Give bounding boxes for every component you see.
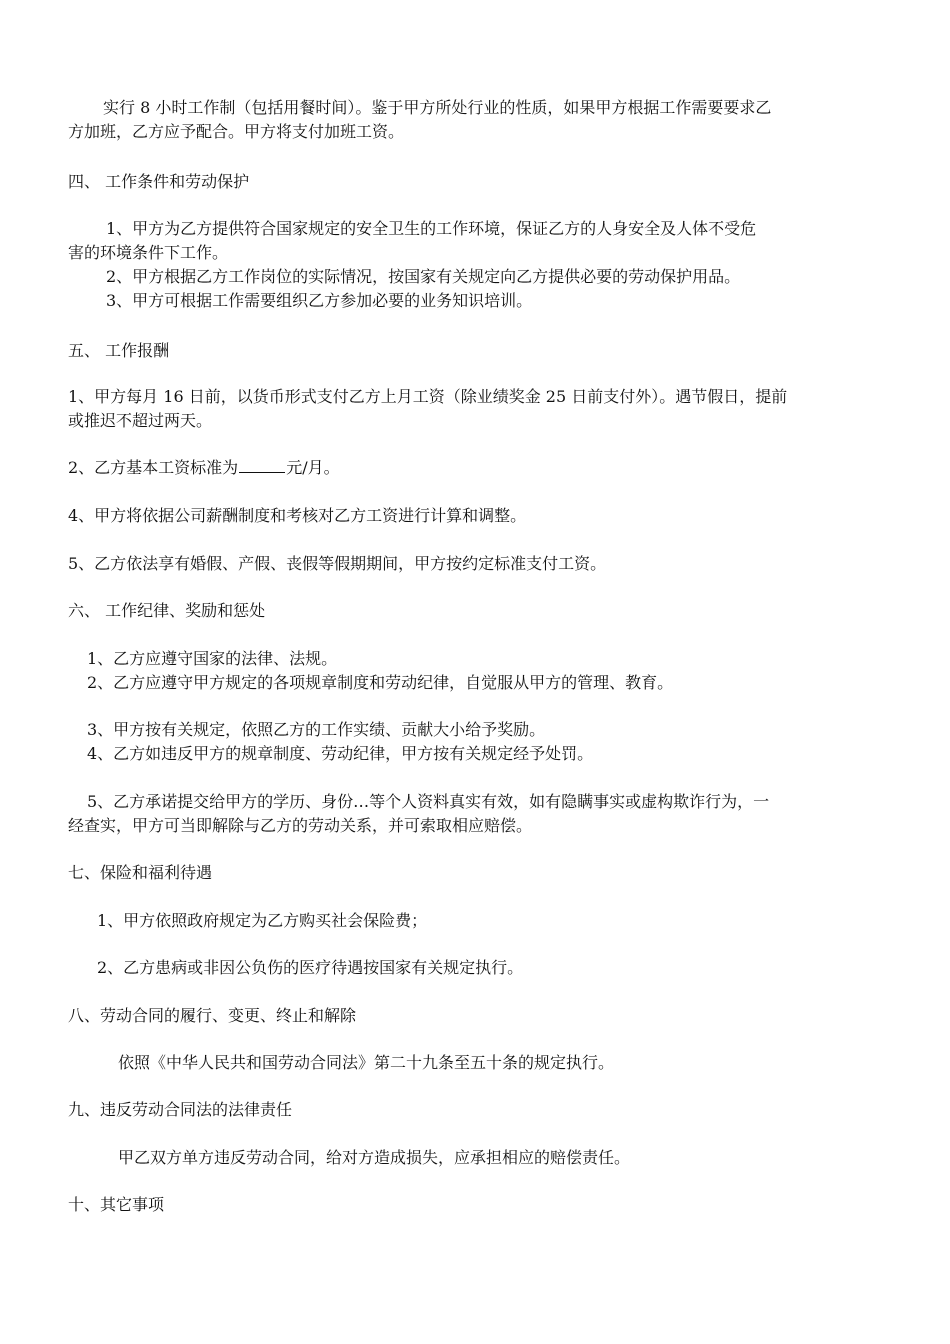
list-item: 1、甲方每月 16 日前，以货币形式支付乙方上月工资（除业绩奖金 25 日前支付外）。遇节假日，提前 — [68, 387, 788, 406]
list-item: 1、甲方依照政府规定为乙方购买社会保险费； — [97, 911, 428, 930]
section-heading: 六、 工作纪律、奖励和惩处 — [68, 601, 266, 620]
section-heading: 五、 工作报酬 — [68, 341, 170, 360]
section-heading: 七、保险和福利待遇 — [68, 863, 213, 882]
paragraph-line: 依照《中华人民共和国劳动合同法》第二十九条至五十条的规定执行。 — [118, 1053, 615, 1072]
list-item: 4、乙方如违反甲方的规章制度、劳动纪律，甲方按有关规定经予处罚。 — [87, 744, 594, 763]
salary-unit: 元/月。 — [286, 458, 340, 477]
section-heading: 十、其它事项 — [68, 1195, 165, 1214]
section-heading: 八、劳动合同的履行、变更、终止和解除 — [68, 1006, 357, 1025]
salary-blank-field — [239, 457, 285, 473]
paragraph-line: 甲乙双方单方违反劳动合同，给对方造成损失，应承担相应的赔偿责任。 — [118, 1148, 631, 1167]
paragraph-line: 害的环境条件下工作。 — [68, 243, 229, 262]
list-item: 5、乙方依法享有婚假、产假、丧假等假期期间，甲方按约定标准支付工资。 — [68, 554, 607, 573]
list-item: 2、乙方应遵守甲方规定的各项规章制度和劳动纪律，自觉服从甲方的管理、教育。 — [87, 673, 674, 692]
list-item: 3、甲方按有关规定，依照乙方的工作实绩、贡献大小给予奖励。 — [87, 720, 546, 739]
list-item: 5、乙方承诺提交给甲方的学历、身份…等个人资料真实有效，如有隐瞒事实或虚构欺诈行为，一 — [87, 792, 770, 811]
list-item: 3、甲方可根据工作需要组织乙方参加必要的业务知识培训。 — [106, 291, 533, 310]
list-item: 2、乙方患病或非因公负伤的医疗待遇按国家有关规定执行。 — [97, 958, 524, 977]
list-item — [68, 457, 340, 479]
section-heading: 九、违反劳动合同法的法律责任 — [68, 1100, 293, 1119]
section-heading: 四、 工作条件和劳动保护 — [68, 172, 250, 191]
paragraph-line: 方加班，乙方应予配合。甲方将支付加班工资。 — [68, 122, 405, 141]
paragraph-line: 或推迟不超过两天。 — [68, 411, 213, 430]
list-item: 2、甲方根据乙方工作岗位的实际情况，按国家有关规定向乙方提供必要的劳动保护用品。 — [106, 267, 741, 286]
list-item: 1、乙方应遵守国家的法律、法规。 — [87, 649, 338, 668]
list-item: 1、甲方为乙方提供符合国家规定的安全卫生的工作环境，保证乙方的人身安全及人体不受危 — [106, 219, 757, 238]
list-item: 4、甲方将依据公司薪酬制度和考核对乙方工资进行计算和调整。 — [68, 506, 527, 525]
paragraph-line: 实行 8 小时工作制（包括用餐时间）。鉴于甲方所处行业的性质，如果甲方根据工作需要要求乙 — [103, 98, 772, 117]
salary-label: 2、乙方基本工资标准为 — [68, 458, 239, 477]
paragraph-line: 经查实，甲方可当即解除与乙方的劳动关系，并可索取相应赔偿。 — [68, 816, 533, 835]
